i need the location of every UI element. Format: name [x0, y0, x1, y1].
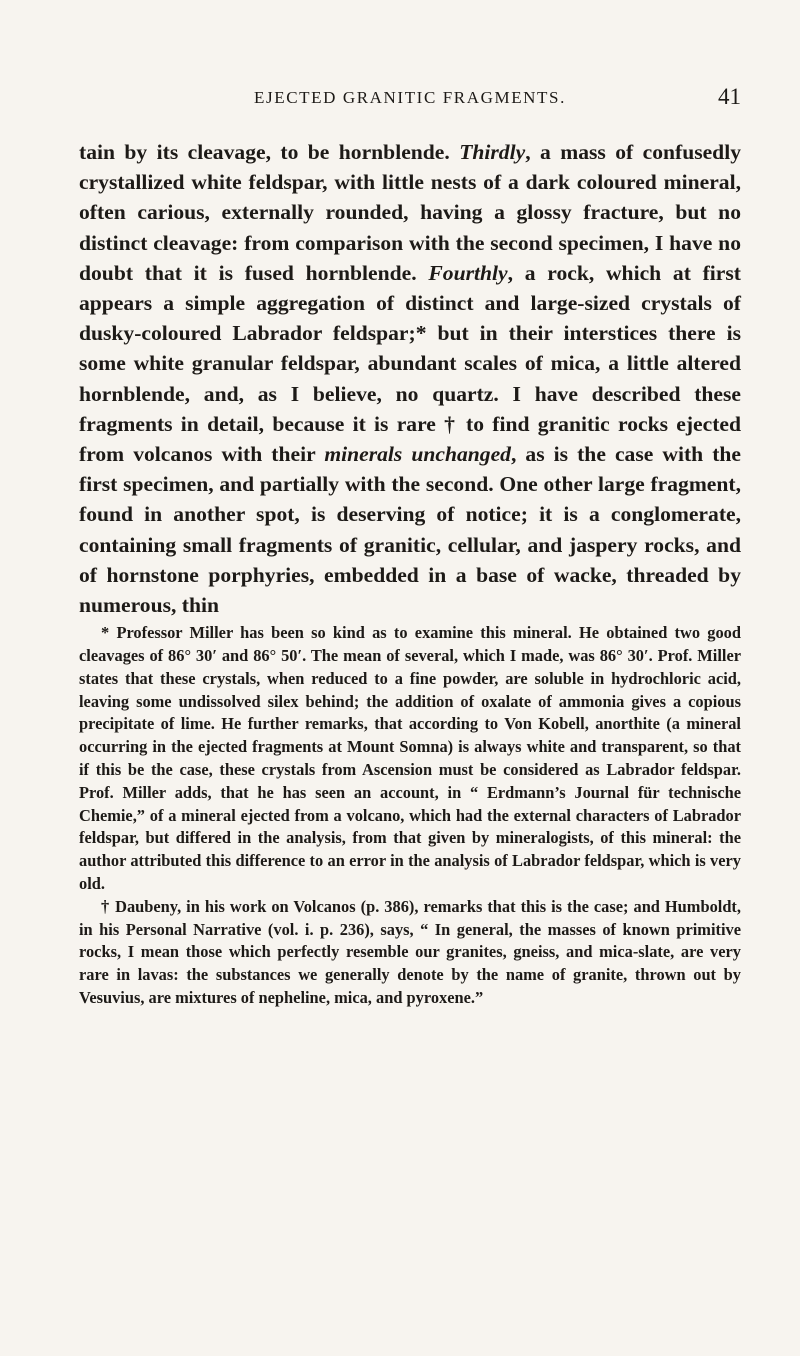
- italic-fourthly: Fourthly: [428, 260, 508, 285]
- body-text-segment: , as is the case with the first specimen, and partially with the second. One other large fragment, found in another spot, is deserving of notice; it is a conglomerate, containing small fragments of granitic, cellular, and jaspery rocks, and of hornstone porphyries, embedded in a base of wacke, threaded by numerous, thin: [79, 442, 741, 618]
- page-number: 41: [718, 84, 741, 109]
- body-text-segment: tain by its cleavage, to be hornblende.: [79, 140, 460, 164]
- book-page: [79, 84, 741, 1010]
- running-head: EJECTED GRANITIC FRAGMENTS.: [254, 88, 566, 107]
- footnotes: [79, 622, 741, 1010]
- body-text-segment: , a rock, which at first appears a simple aggregation of distinct and large-sized crystals of dusky-coloured Labrador feldspar;* but in their interstices there is some white granular feldspar, abundant scales of mica, a little altered hornblende, and, as I believe, no quartz. I have described these fragments in detail, because it is rare † to find granitic rocks ejected from volcanos with their: [79, 260, 741, 467]
- italic-minerals-unchanged: minerals unchanged: [324, 442, 511, 467]
- main-paragraph: [79, 137, 741, 620]
- footnote-asterisk: * Professor Miller has been so kind as to examine this mineral. He obtained two good cleavages of 86° 30′ and 86° 50′. The mean of several, which I made, was 86° 30′. Prof. Miller states that these crystals, when reduced to a fine powder, are soluble in hydrochloric acid, leaving some undissolved silex behind; the addition of oxalate of ammonia gives a copious precipitate of lime. He further remarks, that according to Von Kobell, anorthite (a mineral occurring in the ejected fragments at Mount Somna) is always white and transparent, so that if this be the case, these crystals from Ascension must be considered as Labrador feldspar. Prof. Miller adds, that he has seen an account, in “ Erdmann’s Journal für technische Chemie,” of a mineral ejected from a volcano, which had the external characters of Labrador feldspar, but differed in the analysis, from that given by mineralogists, of this mineral: the author attributed this difference to an error in the analysis of Labrador feldspar, which is very old.: [79, 623, 741, 894]
- body-text-segment: , a mass of confusedly crystallized white feldspar, with little nests of a dark coloured mineral, often carious, externally rounded, having a glossy fracture, but no distinct cleavage: from comparison with the second specimen, I have no doubt that it is fused hornblende.: [79, 140, 741, 285]
- italic-thirdly: Thirdly: [459, 140, 526, 164]
- page-header: [79, 84, 741, 122]
- footnote-dagger: † Daubeny, in his work on Volcanos (p. 386), remarks that this is the case; and Humboldt, in his Personal Narrative (vol. i. p. 236), says, “ In general, the masses of known primitive rocks, I mean those which perfectly resemble our granites, gneiss, and mica-slate, are very rare in lavas: the substances we generally denote by the name of granite, thrown out by Vesuvius, are mixtures of nepheline, mica, and pyroxene.”: [79, 896, 741, 1007]
